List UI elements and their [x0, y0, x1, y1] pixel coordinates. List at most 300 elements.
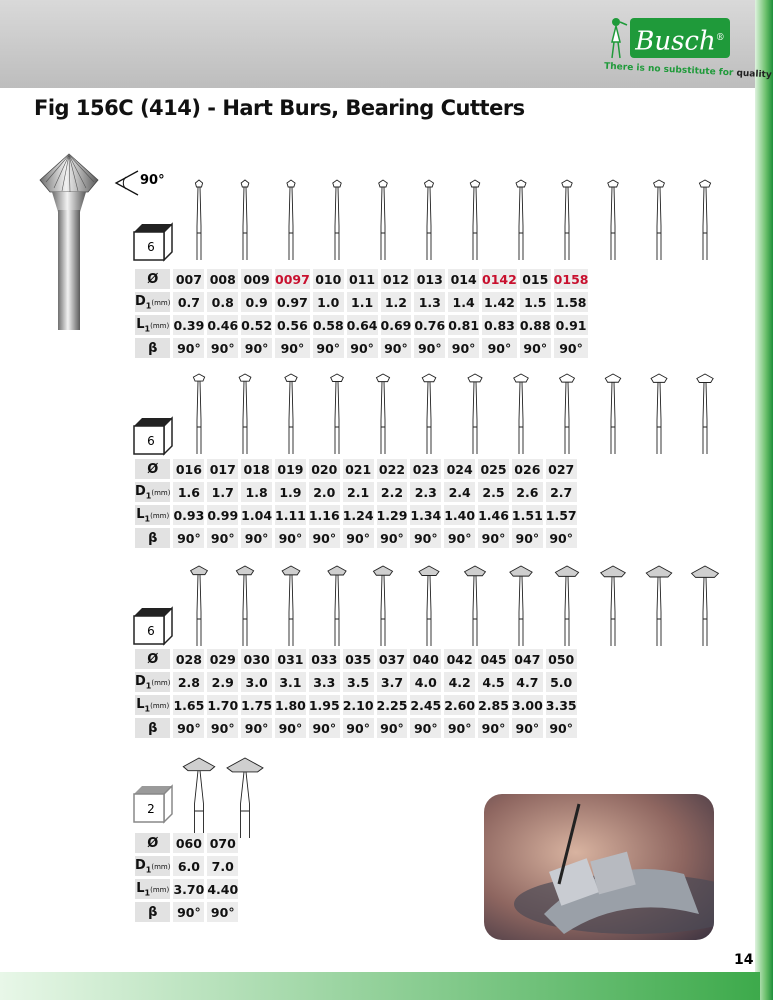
bur-drawing — [636, 564, 682, 646]
angle-cell: 90° — [173, 528, 204, 548]
spec-table — [132, 646, 580, 741]
bur-drawing — [406, 372, 452, 454]
bur-drawing — [498, 564, 544, 646]
bur-head — [646, 566, 671, 577]
bur-drawing — [314, 178, 360, 260]
beta-label: β — [135, 718, 170, 738]
value-cell: 7.0 — [207, 856, 238, 876]
bur-shank — [241, 772, 250, 838]
value-cell: 1.51 — [512, 505, 543, 525]
l1-label — [135, 879, 170, 899]
bur-shank — [243, 381, 247, 454]
value-cell: 4.2 — [444, 672, 475, 692]
row-label-letter: D — [135, 857, 146, 873]
value-cell: 2.3 — [410, 482, 441, 502]
angle-cell: 90° — [546, 528, 577, 548]
value-cell: 2.10 — [343, 695, 374, 715]
value-cell: 0.64 — [347, 315, 378, 335]
angle-cell: 90° — [377, 528, 408, 548]
angle-cell: 90° — [444, 718, 475, 738]
d1-label — [135, 292, 170, 312]
bur-head — [282, 566, 300, 575]
size-code-cell: 033 — [309, 649, 340, 669]
size-code-cell: 047 — [512, 649, 543, 669]
bur-head — [516, 180, 526, 187]
bur-drawing — [590, 372, 636, 454]
row-label-unit: (mm) — [150, 511, 170, 520]
value-cell: 1.1 — [347, 292, 378, 312]
bur-head — [605, 374, 620, 382]
value-cell: 3.00 — [512, 695, 543, 715]
size-code-cell: 025 — [478, 459, 509, 479]
row-label-letter: L — [136, 696, 145, 712]
size-code-cell: 022 — [377, 459, 408, 479]
value-cell: 1.29 — [377, 505, 408, 525]
bur-drawing — [406, 564, 452, 646]
value-cell: 3.7 — [377, 672, 408, 692]
angle-cell: 90° — [207, 528, 238, 548]
row-label-unit: (mm) — [151, 298, 171, 307]
angle-cell: 90° — [520, 338, 551, 358]
bur-drawing — [268, 564, 314, 646]
size-code-cell: 026 — [512, 459, 543, 479]
bur-shank — [703, 187, 707, 260]
value-cell: 0.83 — [482, 315, 517, 335]
bur-drawing — [498, 372, 544, 454]
spec-table — [132, 830, 241, 925]
row-label-subscript: 1 — [145, 301, 152, 311]
bur-shank — [243, 187, 247, 260]
beta-label: β — [135, 902, 170, 922]
value-cell: 1.04 — [241, 505, 272, 525]
size-code-cell: 017 — [207, 459, 238, 479]
row-label-letter: D — [135, 483, 146, 499]
value-cell: 1.75 — [241, 695, 272, 715]
bur-drawing — [360, 178, 406, 260]
l1-row — [135, 879, 238, 899]
size-code-cell: 015 — [520, 269, 551, 289]
angle-cell: 90° — [207, 718, 238, 738]
value-cell: 4.5 — [478, 672, 509, 692]
d1-label — [135, 672, 170, 692]
angle-indicator: 90° — [112, 168, 172, 198]
bur-head — [239, 374, 251, 381]
bur-head — [287, 180, 295, 187]
bur-drawing — [682, 178, 728, 260]
value-cell: 0.69 — [381, 315, 412, 335]
bur-head — [697, 374, 713, 382]
bur-drawing — [268, 178, 314, 260]
bur-shank — [197, 187, 201, 260]
size-code-cell: 019 — [275, 459, 306, 479]
package-box-icon — [130, 220, 174, 262]
bur-head — [510, 566, 532, 576]
bur-drawing — [222, 372, 268, 454]
bur-drawing — [590, 178, 636, 260]
angle-cell: 90° — [173, 902, 204, 922]
l1-label — [135, 695, 170, 715]
bur-head — [373, 566, 392, 575]
value-cell: 1.4 — [448, 292, 479, 312]
bur-shank — [243, 575, 247, 646]
bur-shank — [519, 576, 523, 646]
bur-shank — [381, 187, 385, 260]
bur-head — [193, 374, 204, 381]
package-quantity: 6 — [147, 624, 155, 638]
bur-head — [651, 374, 667, 382]
bur-shank — [197, 381, 201, 454]
value-cell: 3.0 — [241, 672, 272, 692]
angle-cell: 90° — [554, 338, 589, 358]
value-cell: 4.0 — [410, 672, 441, 692]
angle-cell: 90° — [207, 338, 238, 358]
size-code-cell: 070 — [207, 833, 238, 853]
size-code-cell: 013 — [414, 269, 445, 289]
value-cell: 0.93 — [173, 505, 204, 525]
bur-drawing — [406, 178, 452, 260]
value-cell: 3.70 — [173, 879, 204, 899]
package-box-icon — [130, 782, 174, 824]
bur-head — [470, 180, 479, 187]
bur-shank — [335, 187, 339, 260]
bur-head — [183, 758, 214, 771]
value-cell: 0.58 — [313, 315, 344, 335]
value-cell: 1.7 — [207, 482, 238, 502]
value-cell: 0.39 — [173, 315, 204, 335]
diameter-label: Ø — [135, 833, 170, 853]
size-code-cell: 0097 — [275, 269, 310, 289]
value-cell: 4.7 — [512, 672, 543, 692]
value-cell: 1.58 — [554, 292, 589, 312]
value-cell: 2.45 — [410, 695, 441, 715]
value-cell: 0.8 — [207, 292, 238, 312]
d1-row — [135, 482, 577, 502]
value-cell: 0.99 — [207, 505, 238, 525]
package-quantity: 6 — [147, 240, 155, 254]
angle-cell: 90° — [343, 528, 374, 548]
value-cell: 2.5 — [478, 482, 509, 502]
size-code-cell: 037 — [377, 649, 408, 669]
angle-cell: 90° — [313, 338, 344, 358]
bur-drawing — [544, 178, 590, 260]
diameter-label: Ø — [135, 649, 170, 669]
l1-row — [135, 695, 577, 715]
value-cell: 1.9 — [275, 482, 306, 502]
page-title: Fig 156C (414) - Hart Burs, Bearing Cutters — [34, 96, 525, 120]
bur-shank — [289, 187, 293, 260]
angle-cell: 90° — [410, 528, 441, 548]
bur-shank — [519, 382, 523, 454]
bur-shank — [473, 187, 477, 260]
angle-cell: 90° — [448, 338, 479, 358]
value-cell: 4.40 — [207, 879, 238, 899]
bur-shank — [565, 187, 569, 260]
row-label-unit: (mm) — [150, 701, 170, 710]
value-cell: 2.6 — [512, 482, 543, 502]
angle-cell: 90° — [482, 338, 517, 358]
angle-cell: 90° — [275, 528, 306, 548]
bur-shank — [657, 577, 661, 646]
size-code-cell: 023 — [410, 459, 441, 479]
size-code-cell: 020 — [309, 459, 340, 479]
size-code-cell: 007 — [173, 269, 204, 289]
l1-label — [135, 315, 170, 335]
bur-drawing — [222, 178, 268, 260]
value-cell: 3.1 — [275, 672, 306, 692]
bur-shank — [427, 576, 431, 647]
value-cell: 2.7 — [546, 482, 577, 502]
bur-drawing — [452, 564, 498, 646]
value-cell: 0.91 — [554, 315, 589, 335]
bur-shank — [657, 187, 661, 260]
row-label-subscript: 1 — [145, 681, 152, 691]
bur-drawing — [452, 372, 498, 454]
bur-head — [468, 374, 482, 382]
bur-drawing — [176, 372, 222, 454]
value-cell: 1.2 — [381, 292, 412, 312]
application-photo — [484, 794, 714, 940]
value-cell: 2.85 — [478, 695, 509, 715]
value-cell: 0.7 — [173, 292, 204, 312]
angle-cell: 90° — [410, 718, 441, 738]
bur-shank — [381, 575, 385, 646]
size-code-cell: 016 — [173, 459, 204, 479]
bur-head — [379, 180, 388, 187]
bur-drawing — [314, 372, 360, 454]
bur-shank — [427, 382, 431, 454]
bur-head — [562, 180, 572, 187]
value-cell: 2.25 — [377, 695, 408, 715]
value-cell: 0.81 — [448, 315, 479, 335]
value-cell: 1.24 — [343, 505, 374, 525]
l1-label — [135, 505, 170, 525]
stork-icon — [600, 16, 628, 60]
angle-cell: 90° — [173, 718, 204, 738]
bur-shank — [381, 382, 385, 454]
bur-drawing — [544, 372, 590, 454]
package-box-icon — [130, 414, 174, 456]
spec-table — [132, 266, 591, 361]
value-cell: 1.80 — [275, 695, 306, 715]
l1-row — [135, 505, 577, 525]
angle-cell: 90° — [512, 718, 543, 738]
value-cell: 3.5 — [343, 672, 374, 692]
bur-shank — [197, 575, 201, 646]
bur-drawing — [498, 178, 544, 260]
value-cell: 0.46 — [207, 315, 238, 335]
bur-drawing — [590, 564, 636, 646]
size-code-cell: 040 — [410, 649, 441, 669]
row-label-subscript: 1 — [144, 888, 151, 898]
value-cell: 1.6 — [173, 482, 204, 502]
bur-drawing — [682, 372, 728, 454]
angle-cell: 90° — [478, 528, 509, 548]
bur-drawing — [636, 178, 682, 260]
bur-head — [465, 566, 486, 576]
size-code-cell: 030 — [241, 649, 272, 669]
size-code-cell: 010 — [313, 269, 344, 289]
size-code-cell: 031 — [275, 649, 306, 669]
bur-drawing — [452, 178, 498, 260]
angle-cell: 90° — [343, 718, 374, 738]
value-cell: 0.76 — [414, 315, 445, 335]
brand-name: Busch® — [630, 18, 730, 58]
bur-head — [195, 180, 202, 187]
value-cell: 1.16 — [309, 505, 340, 525]
bur-drawing — [314, 564, 360, 646]
bearing-photo-illustration — [484, 794, 714, 940]
bur-drawing — [360, 372, 406, 454]
value-cell: 0.56 — [275, 315, 310, 335]
size-code-cell: 0158 — [554, 269, 589, 289]
brand-logo — [600, 14, 772, 84]
value-cell: 3.35 — [546, 695, 577, 715]
bur-head — [227, 758, 263, 772]
value-cell: 1.42 — [482, 292, 517, 312]
value-cell: 1.57 — [546, 505, 577, 525]
d1-label — [135, 482, 170, 502]
d1-row — [135, 672, 577, 692]
bur-drawing — [268, 372, 314, 454]
bur-drawing — [544, 564, 590, 646]
diameter-row — [135, 269, 588, 289]
diameter-label: Ø — [135, 269, 170, 289]
bur-shank — [565, 576, 569, 646]
bur-shank — [519, 187, 523, 260]
package-quantity: 2 — [147, 802, 155, 816]
size-code-cell: 024 — [444, 459, 475, 479]
size-code-cell: 012 — [381, 269, 412, 289]
size-code-cell: 029 — [207, 649, 238, 669]
angle-cell: 90° — [414, 338, 445, 358]
bur-shank — [611, 382, 615, 454]
size-code-cell: 035 — [343, 649, 374, 669]
size-code-cell: 060 — [173, 833, 204, 853]
row-label-letter: L — [136, 880, 145, 896]
d1-row — [135, 856, 238, 876]
bur-head — [692, 566, 719, 577]
bur-drawing — [176, 178, 222, 260]
d1-label — [135, 856, 170, 876]
value-cell: 2.0 — [309, 482, 340, 502]
beta-row — [135, 528, 577, 548]
angle-cell: 90° — [309, 528, 340, 548]
bur-head — [601, 566, 626, 577]
bur-head — [331, 374, 344, 381]
beta-label: β — [135, 338, 170, 358]
beta-label: β — [135, 528, 170, 548]
size-code-cell: 045 — [478, 649, 509, 669]
l1-row — [135, 315, 588, 335]
bur-head — [555, 566, 578, 576]
bur-drawing — [176, 756, 222, 838]
value-cell: 6.0 — [173, 856, 204, 876]
value-cell: 1.3 — [414, 292, 445, 312]
value-cell: 2.4 — [444, 482, 475, 502]
row-label-letter: L — [136, 506, 145, 522]
size-code-cell: 028 — [173, 649, 204, 669]
bur-head — [699, 180, 710, 187]
bur-shank — [565, 382, 569, 454]
angle-cell: 90° — [512, 528, 543, 548]
bur-drawing — [636, 372, 682, 454]
bur-shank — [611, 187, 615, 260]
bur-product-image — [34, 152, 104, 330]
angle-cell: 90° — [444, 528, 475, 548]
row-label-subscript: 1 — [144, 324, 151, 334]
row-label-letter: D — [135, 293, 146, 309]
value-cell: 0.88 — [520, 315, 551, 335]
bur-shank — [473, 576, 477, 646]
row-label-subscript: 1 — [145, 865, 152, 875]
row-label-unit: (mm) — [151, 678, 171, 687]
page-number: 14 — [734, 952, 754, 968]
size-code-cell: 0142 — [482, 269, 517, 289]
size-code-cell: 008 — [207, 269, 238, 289]
row-label-subscript: 1 — [144, 704, 151, 714]
bur-head — [654, 180, 665, 187]
diameter-row — [135, 459, 577, 479]
row-label-unit: (mm) — [150, 321, 170, 330]
angle-cell: 90° — [275, 718, 306, 738]
bur-head — [608, 180, 618, 187]
diameter-row — [135, 649, 577, 669]
value-cell: 2.1 — [343, 482, 374, 502]
size-code-cell: 011 — [347, 269, 378, 289]
value-cell: 1.0 — [313, 292, 344, 312]
bur-head — [333, 180, 341, 187]
value-cell: 0.52 — [241, 315, 272, 335]
value-cell: 1.5 — [520, 292, 551, 312]
page-edge-stripe — [755, 0, 773, 1000]
footer-bar — [0, 972, 760, 1000]
value-cell: 2.8 — [173, 672, 204, 692]
value-cell: 1.40 — [444, 505, 475, 525]
value-cell: 3.3 — [309, 672, 340, 692]
value-cell: 0.9 — [241, 292, 272, 312]
bur-head — [514, 374, 529, 382]
value-cell: 1.95 — [309, 695, 340, 715]
angle-cell: 90° — [241, 718, 272, 738]
size-code-cell: 014 — [448, 269, 479, 289]
diameter-row — [135, 833, 238, 853]
bur-shank — [195, 771, 204, 838]
angle-cell: 90° — [241, 528, 272, 548]
value-cell: 1.46 — [478, 505, 509, 525]
value-cell: 1.34 — [410, 505, 441, 525]
bur-drawing — [360, 564, 406, 646]
bur-shank — [611, 577, 615, 646]
angle-cell: 90° — [309, 718, 340, 738]
value-cell: 1.65 — [173, 695, 204, 715]
bur-head — [236, 566, 253, 575]
d1-row — [135, 292, 588, 312]
bur-drawing — [176, 564, 222, 646]
angle-cell: 90° — [207, 902, 238, 922]
beta-row — [135, 902, 238, 922]
value-cell: 1.8 — [241, 482, 272, 502]
angle-icon — [112, 168, 142, 198]
bur-shank — [289, 575, 293, 646]
brand-tagline: There is no substitute for quality — [603, 61, 772, 81]
bur-shank — [703, 577, 707, 646]
size-code-cell: 050 — [546, 649, 577, 669]
bur-head — [419, 566, 439, 576]
angle-cell: 90° — [347, 338, 378, 358]
size-code-cell: 027 — [546, 459, 577, 479]
value-cell: 2.60 — [444, 695, 475, 715]
bur-shank — [657, 382, 661, 454]
